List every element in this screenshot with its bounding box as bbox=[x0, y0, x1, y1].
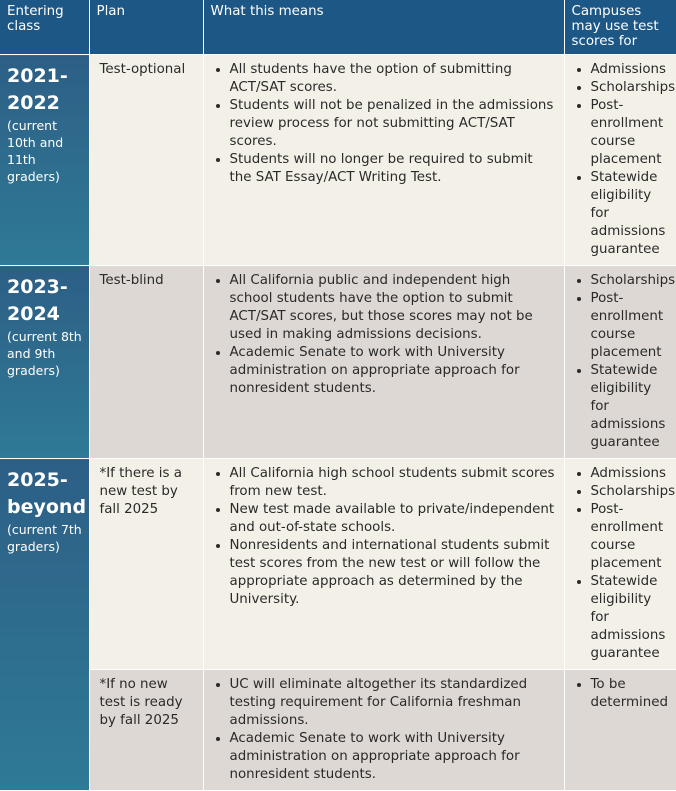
year-subtitle: (current 7th graders) bbox=[7, 522, 82, 554]
header-entering-class: Entering class bbox=[0, 0, 89, 55]
uses-cell bbox=[564, 266, 676, 459]
list-item: • To be determined bbox=[591, 676, 669, 712]
year-label: 2025-beyond bbox=[7, 469, 87, 518]
means-list bbox=[214, 676, 556, 784]
plan-cell: *If there is a new test by fall 2025 bbox=[89, 459, 203, 670]
uses-list bbox=[575, 465, 676, 663]
means-cell bbox=[203, 670, 564, 791]
means-list bbox=[214, 272, 556, 398]
means-cell bbox=[203, 266, 564, 459]
entering-class-cell bbox=[0, 266, 89, 459]
header-plan: Plan bbox=[89, 0, 203, 55]
list-item: • Scholarships bbox=[591, 483, 669, 501]
list-item: • Academic Senate to work with University administration on appropriate approach for nonresident students. bbox=[230, 344, 556, 398]
list-item: • UC will eliminate altogether its standardized testing requirement for California freshman admissions. bbox=[230, 676, 556, 730]
header-what-this-means: What this means bbox=[203, 0, 564, 55]
uses-cell bbox=[564, 670, 676, 791]
uses-cell bbox=[564, 55, 676, 266]
list-item: • Statewide eligibility for admissions guarantee bbox=[591, 573, 669, 663]
list-item: • Statewide eligibility for admissions guarantee bbox=[591, 169, 669, 259]
header-campus-uses: Campuses may use test scores for bbox=[564, 0, 676, 55]
list-item: • Post-enrollment course placement bbox=[591, 290, 669, 362]
list-item: • Post-enrollment course placement bbox=[591, 97, 669, 169]
list-item: • All California public and independent high school students have the option to submit ACT/SAT scores, but those scores may not be used in making admissions decisions. bbox=[230, 272, 556, 344]
year-label: 2023-2024 bbox=[7, 276, 68, 325]
uses-cell bbox=[564, 459, 676, 670]
plan-cell: Test-blind bbox=[89, 266, 203, 459]
plan-cell: *If no new test is ready by fall 2025 bbox=[89, 670, 203, 791]
year-subtitle: (current 10th and 11th graders) bbox=[7, 118, 64, 184]
table-row bbox=[0, 459, 676, 670]
list-item: • Nonresidents and international students submit test scores from the new test or will follow the appropriate approach as determined by the University. bbox=[230, 537, 556, 609]
plan-cell: Test-optional bbox=[89, 55, 203, 266]
list-item: • Admissions bbox=[591, 465, 669, 483]
entering-class-cell bbox=[0, 55, 89, 266]
table-row bbox=[0, 266, 676, 459]
list-item: • All students have the option of submitting ACT/SAT scores. bbox=[230, 61, 556, 97]
table-header-row bbox=[0, 0, 676, 55]
list-item: • Academic Senate to work with University administration on appropriate approach for nonresident students. bbox=[230, 730, 556, 784]
list-item: • Students will not be penalized in the admissions review process for not submitting ACT/SAT scores. bbox=[230, 97, 556, 151]
entering-class-cell bbox=[0, 459, 89, 791]
means-list bbox=[214, 465, 556, 609]
table-row bbox=[0, 670, 676, 791]
list-item: • Students will no longer be required to submit the SAT Essay/ACT Writing Test. bbox=[230, 151, 556, 187]
table-row bbox=[0, 55, 676, 266]
uses-list bbox=[575, 272, 676, 452]
list-item: • Admissions bbox=[591, 61, 669, 79]
list-item: • Post-enrollment course placement bbox=[591, 501, 669, 573]
list-item: • New test made available to private/independent and out-of-state schools. bbox=[230, 501, 556, 537]
list-item: • All California high school students submit scores from new test. bbox=[230, 465, 556, 501]
year-label: 2021-2022 bbox=[7, 65, 68, 114]
means-cell bbox=[203, 55, 564, 266]
uses-list bbox=[575, 61, 676, 259]
list-item: • Scholarships bbox=[591, 272, 669, 290]
uses-list bbox=[575, 676, 669, 712]
means-list bbox=[214, 61, 556, 187]
means-cell bbox=[203, 459, 564, 670]
list-item: • Statewide eligibility for admissions guarantee bbox=[591, 362, 669, 452]
list-item: • Scholarships bbox=[591, 79, 669, 97]
year-subtitle: (current 8th and 9th graders) bbox=[7, 329, 82, 378]
